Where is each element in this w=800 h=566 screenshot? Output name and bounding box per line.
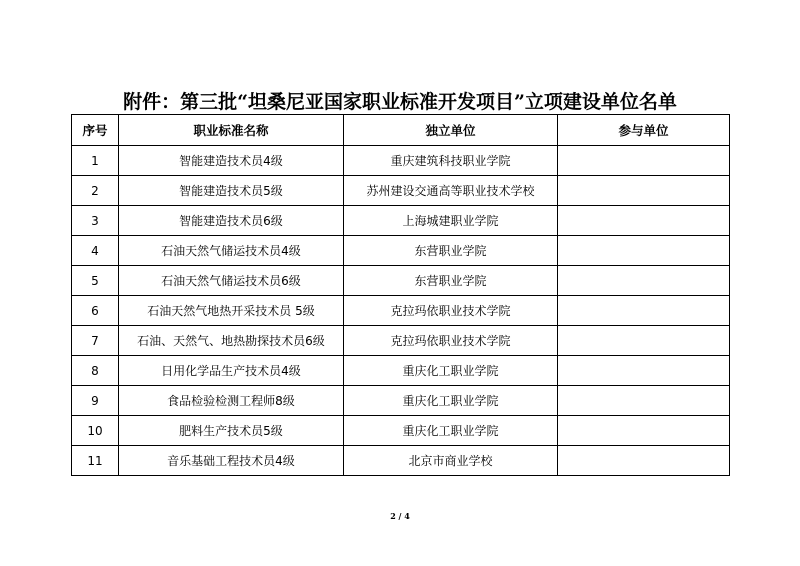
cell-independent-unit: 克拉玛依职业技术学院 — [344, 326, 558, 356]
cell-index: 9 — [72, 386, 119, 416]
table-row — [72, 446, 730, 476]
table-row — [72, 356, 730, 386]
project-unit-table — [71, 114, 730, 476]
cell-standard-name: 石油天然气地热开采技术员 5级 — [119, 296, 344, 326]
page-indicator: 2 / 4 — [390, 511, 410, 521]
header-participating-unit: 参与单位 — [558, 115, 730, 146]
cell-independent-unit: 东营职业学院 — [344, 266, 558, 296]
cell-standard-name: 石油、天然气、地热勘探技术员6级 — [119, 326, 344, 356]
table-row — [72, 386, 730, 416]
cell-participating-unit — [558, 386, 730, 416]
table-row — [72, 416, 730, 446]
cell-standard-name: 食品检验检测工程师8级 — [119, 386, 344, 416]
cell-participating-unit — [558, 326, 730, 356]
cell-standard-name: 肥料生产技术员5级 — [119, 416, 344, 446]
table-row — [72, 206, 730, 236]
cell-standard-name: 日用化学品生产技术员4级 — [119, 356, 344, 386]
cell-independent-unit: 北京市商业学校 — [344, 446, 558, 476]
cell-participating-unit — [558, 296, 730, 326]
cell-index: 8 — [72, 356, 119, 386]
table-row — [72, 146, 730, 176]
table-row — [72, 326, 730, 356]
cell-index: 2 — [72, 176, 119, 206]
cell-independent-unit: 苏州建设交通高等职业技术学校 — [344, 176, 558, 206]
cell-participating-unit — [558, 176, 730, 206]
cell-index: 3 — [72, 206, 119, 236]
cell-standard-name: 智能建造技术员4级 — [119, 146, 344, 176]
table-row — [72, 266, 730, 296]
cell-index: 11 — [72, 446, 119, 476]
cell-independent-unit: 重庆化工职业学院 — [344, 416, 558, 446]
cell-standard-name: 音乐基础工程技术员4级 — [119, 446, 344, 476]
table-header-row — [72, 115, 730, 146]
cell-independent-unit: 重庆化工职业学院 — [344, 386, 558, 416]
cell-index: 7 — [72, 326, 119, 356]
cell-participating-unit — [558, 146, 730, 176]
cell-independent-unit: 克拉玛依职业技术学院 — [344, 296, 558, 326]
table-row — [72, 176, 730, 206]
cell-independent-unit: 重庆建筑科技职业学院 — [344, 146, 558, 176]
cell-independent-unit: 上海城建职业学院 — [344, 206, 558, 236]
cell-participating-unit — [558, 446, 730, 476]
table-row — [72, 236, 730, 266]
cell-index: 10 — [72, 416, 119, 446]
cell-participating-unit — [558, 236, 730, 266]
cell-standard-name: 石油天然气储运技术员6级 — [119, 266, 344, 296]
table-row — [72, 296, 730, 326]
cell-index: 4 — [72, 236, 119, 266]
cell-standard-name: 智能建造技术员5级 — [119, 176, 344, 206]
cell-standard-name: 石油天然气储运技术员4级 — [119, 236, 344, 266]
cell-independent-unit: 重庆化工职业学院 — [344, 356, 558, 386]
cell-participating-unit — [558, 356, 730, 386]
header-independent-unit: 独立单位 — [344, 115, 558, 146]
cell-participating-unit — [558, 416, 730, 446]
cell-index: 6 — [72, 296, 119, 326]
document-title: 附件：第三批“坦桑尼亚国家职业标准开发项目”立项建设单位名单 — [123, 91, 677, 113]
cell-index: 5 — [72, 266, 119, 296]
header-standard-name: 职业标准名称 — [119, 115, 344, 146]
cell-participating-unit — [558, 266, 730, 296]
cell-participating-unit — [558, 206, 730, 236]
header-index: 序号 — [72, 115, 119, 146]
cell-independent-unit: 东营职业学院 — [344, 236, 558, 266]
cell-index: 1 — [72, 146, 119, 176]
cell-standard-name: 智能建造技术员6级 — [119, 206, 344, 236]
